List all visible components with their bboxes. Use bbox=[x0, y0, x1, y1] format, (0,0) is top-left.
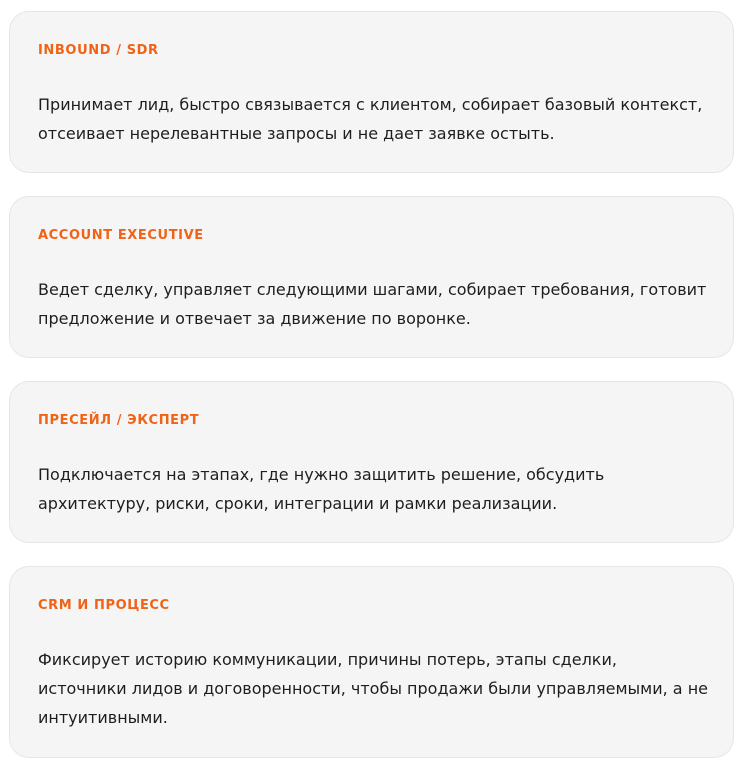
role-card-description: Подключается на этапах, где нужно защитить решение, обсудить архитектуру, риски, сроки, интеграции и рамки реализации. bbox=[38, 465, 605, 513]
role-card-account-executive bbox=[9, 196, 734, 358]
role-card-title: ACCOUNT EXECUTIVE bbox=[38, 228, 204, 243]
role-card-title: CRM И ПРОЦЕСС bbox=[38, 598, 170, 613]
role-card-description: Ведет сделку, управляет следующими шагами, собирает требования, готовит предложение и отвечает за движение по воронке. bbox=[38, 280, 707, 328]
role-card-description: Фиксирует историю коммуникации, причины потерь, этапы сделки, источники лидов и договоренности, чтобы продажи были управляемыми, а не интуитивными. bbox=[38, 650, 708, 727]
role-card-title: ПРЕСЕЙЛ / ЭКСПЕРТ bbox=[38, 413, 200, 428]
role-card-description: Принимает лид, быстро связывается с клиентом, собирает базовый контекст, отсеивает нерелевантные запросы и не дает заявке остыть. bbox=[38, 95, 703, 143]
role-card-crm-process bbox=[9, 566, 734, 758]
role-card-title: INBOUND / SDR bbox=[38, 43, 159, 58]
role-card-presale-expert bbox=[9, 381, 734, 543]
role-card-inbound-sdr bbox=[9, 11, 734, 173]
role-cards-list bbox=[9, 11, 734, 758]
